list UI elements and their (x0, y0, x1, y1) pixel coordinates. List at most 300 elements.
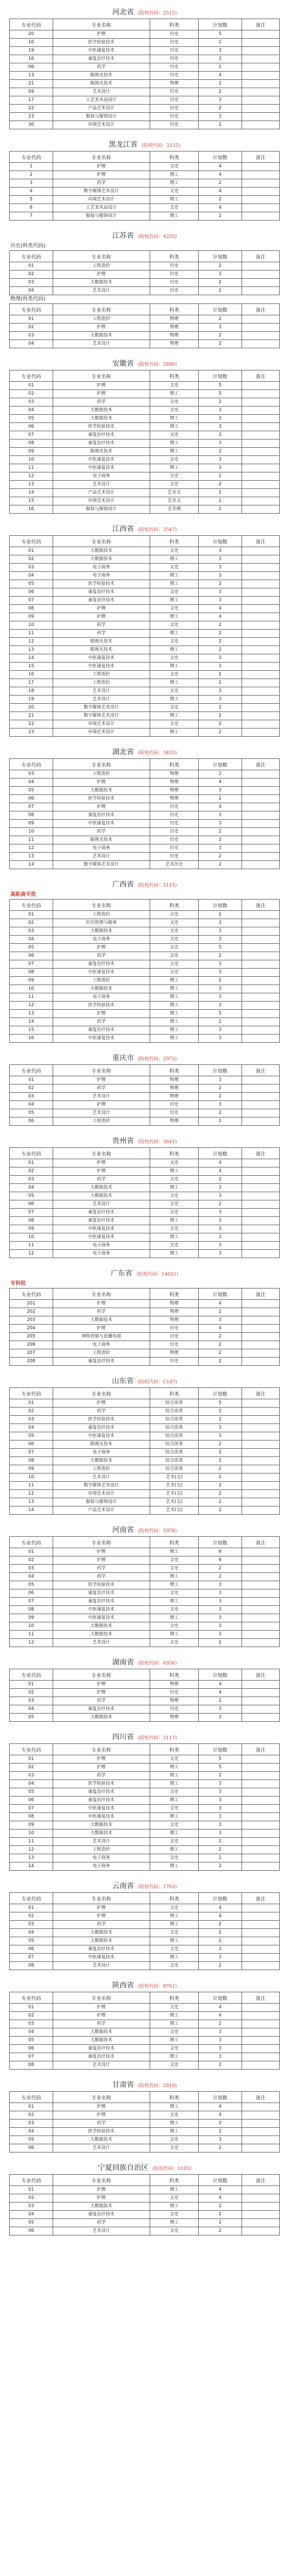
table-cell: 中医康复技术 (53, 654, 150, 663)
table-cell: 护理 (53, 1101, 150, 1109)
table-cell: 3 (199, 47, 242, 55)
table-cell (242, 547, 279, 555)
table-row (10, 1556, 280, 1565)
plan-table (9, 303, 280, 348)
table-cell: 历史 (150, 811, 198, 820)
table-cell: 05 (10, 2136, 53, 2144)
table-cell: 06 (10, 2045, 53, 2053)
table-cell: 康复治疗技术 (53, 1209, 150, 1217)
table-cell: 中医康复技术 (53, 1813, 150, 1821)
table-cell: 环境艺术设计 (53, 196, 150, 204)
table-cell (242, 2202, 279, 2211)
table-cell: 文史 (150, 936, 198, 944)
table-cell: 历史 (150, 1358, 198, 1366)
table-cell: 文史 (150, 1929, 198, 1937)
table-cell: 3 (199, 993, 242, 1002)
table-cell: 16 (10, 671, 53, 679)
table-cell (242, 712, 279, 720)
table-cell: 01 (10, 382, 53, 390)
table-cell: 护理 (53, 605, 150, 613)
province-header (9, 138, 280, 151)
table-cell: 历史 (150, 63, 198, 72)
column-header: 科类 (150, 900, 198, 911)
table-cell (242, 1018, 279, 1026)
table-row (10, 1929, 280, 1937)
table-cell (242, 179, 279, 188)
table-cell: 2 (199, 1772, 242, 1780)
table-cell: 文史 (150, 1854, 198, 1862)
table-cell: 12 (10, 1250, 53, 1258)
table-cell: 05 (10, 2219, 53, 2227)
table-cell: 2 (199, 728, 242, 737)
column-header: 专业代码 (10, 1992, 53, 2004)
table-cell: 理工 (150, 464, 198, 472)
table-cell: 04 (10, 2028, 53, 2037)
table-cell: 13 (10, 853, 53, 861)
table-cell: 2 (199, 1921, 242, 1929)
header-row (10, 1744, 280, 1755)
table-cell: 理工 (150, 1614, 198, 1622)
table-cell: 大数据技术 (53, 406, 150, 415)
table-cell: 艺术(文) (150, 1482, 198, 1490)
table-cell: 01 (10, 1548, 53, 1556)
table-cell (242, 720, 279, 728)
table-cell: 01 (10, 1159, 53, 1167)
table-cell: 大数据技术 (53, 985, 150, 993)
table-cell: 康复治疗技术 (53, 1217, 150, 1225)
table-cell: 综合改革 (150, 1416, 198, 1424)
table-cell: 2 (199, 1018, 242, 1026)
table-cell (242, 464, 279, 472)
table-cell: 05 (10, 1192, 53, 1200)
table-cell: 综合改革 (150, 1408, 198, 1416)
table-cell (242, 2053, 279, 2061)
table-cell: 12 (10, 638, 53, 646)
table-cell: 药学 (53, 2120, 150, 2128)
table-row (10, 1101, 280, 1109)
table-row (10, 1954, 280, 1962)
table-cell: 艺术设计 (53, 340, 150, 348)
table-cell (242, 505, 279, 514)
table-cell: 5 (199, 1399, 242, 1408)
table-cell: 康复治疗技术 (53, 439, 150, 448)
table-cell: 艺术历史 (150, 861, 198, 869)
table-cell (242, 1159, 279, 1167)
header-row (10, 536, 280, 547)
table-cell (242, 1639, 279, 1647)
table-cell: 文史 (150, 2061, 198, 2070)
table-row (10, 919, 280, 927)
table-cell (242, 853, 279, 861)
table-cell: 2 (199, 105, 242, 113)
table-cell (242, 811, 279, 820)
table-row (10, 985, 280, 993)
table-cell (242, 96, 279, 105)
table-cell: 护理 (53, 613, 150, 621)
plan-table (9, 19, 280, 129)
table-row (10, 936, 280, 944)
table-cell (242, 663, 279, 671)
table-cell: 眼视光技术 (53, 1440, 150, 1449)
province-section (9, 1879, 280, 1970)
table-cell: 文史 (150, 398, 198, 406)
table-cell (242, 489, 279, 497)
table-cell: 4 (199, 171, 242, 179)
column-header: 专业名称 (53, 151, 150, 163)
table-cell: 2 (199, 1854, 242, 1862)
table-cell: 物理 (150, 1076, 198, 1084)
table-cell: 08 (10, 1217, 53, 1225)
table-row (10, 2061, 280, 2070)
table-row (10, 72, 280, 80)
table-cell: 护理 (53, 1548, 150, 1556)
table-cell: 文史 (150, 1200, 198, 1209)
table-cell: 2 (199, 2128, 242, 2136)
table-row (10, 340, 280, 348)
table-cell: 03 (10, 279, 53, 287)
table-cell: 药学 (53, 1084, 150, 1093)
table-cell: 物理 (150, 1117, 198, 1126)
column-header: 科类 (150, 1893, 198, 1904)
table-cell: 药学 (53, 1772, 150, 1780)
table-row (10, 1424, 280, 1432)
province-header (9, 1523, 280, 1536)
table-cell: 工艺美术品设计 (53, 96, 150, 105)
table-cell (242, 279, 279, 287)
table-cell: 历史 (150, 853, 198, 861)
table-cell: 文史 (150, 2028, 198, 2037)
table-cell: 大数据技术 (53, 1829, 150, 1838)
table-row (10, 1250, 280, 1258)
table-cell: 艺术设计 (53, 2227, 150, 2235)
table-cell: 2 (199, 497, 242, 505)
table-cell (242, 80, 279, 88)
table-row (10, 580, 280, 588)
table-cell: 中医康复技术 (53, 820, 150, 828)
table-cell: 理工 (150, 423, 198, 431)
table-cell: 大数据技术 (53, 279, 150, 287)
table-cell: 4 (199, 2186, 242, 2194)
column-header: 专业名称 (53, 251, 150, 262)
table-cell: 2 (199, 861, 242, 869)
table-cell: 2 (199, 2144, 242, 2153)
plan-table (9, 1536, 280, 1647)
table-cell: 2 (199, 196, 242, 204)
table-cell: 3 (199, 2053, 242, 2061)
table-cell (242, 315, 279, 324)
table-cell (242, 1622, 279, 1631)
table-cell: 2 (199, 1937, 242, 1945)
table-cell: 环境艺术设计 (53, 121, 150, 129)
table-cell: 16 (10, 505, 53, 514)
column-header: 专业代码 (10, 1537, 53, 1548)
table-cell (242, 2020, 279, 2028)
province-name: 江西省 (112, 525, 134, 533)
table-row (10, 2186, 280, 2194)
column-header: 备注 (242, 2092, 279, 2103)
table-cell: 理工 (150, 1026, 198, 1035)
table-cell (242, 1862, 279, 1871)
section-spacer (0, 1126, 289, 1132)
table-cell (242, 171, 279, 179)
table-cell: 3 (199, 415, 242, 423)
table-row (10, 332, 280, 340)
table-cell: 物理 (150, 1697, 198, 1705)
table-cell: 09 (10, 1225, 53, 1233)
table-cell: 5 (199, 1755, 242, 1764)
table-cell: 护理 (53, 1764, 150, 1772)
table-cell: 工程造价 (53, 679, 150, 687)
table-cell: 2 (199, 1117, 242, 1126)
table-cell: 3 (199, 2045, 242, 2053)
header-row (10, 2175, 280, 2186)
table-cell: 历史 (150, 820, 198, 828)
table-row (10, 1482, 280, 1490)
province-header (9, 229, 280, 242)
table-cell: 中医康复技术 (53, 47, 150, 55)
table-cell (242, 2103, 279, 2111)
table-cell: 13 (10, 72, 53, 80)
province-name: 甘肃省 (112, 2081, 134, 2089)
table-cell: 3 (199, 555, 242, 564)
table-cell: 2 (199, 279, 242, 287)
table-cell: 01 (10, 911, 53, 919)
table-cell: 03 (10, 770, 53, 778)
table-cell: 药学 (53, 1018, 150, 1026)
table-cell: 理工 (150, 1018, 198, 1026)
table-cell (242, 1805, 279, 1813)
table-cell: 02 (10, 919, 53, 927)
table-cell: 4 (10, 188, 53, 196)
table-cell: 电子商务 (53, 1854, 150, 1862)
table-cell: 电子商务 (53, 1341, 150, 1349)
column-header: 备注 (242, 1388, 279, 1399)
table-row (10, 30, 280, 39)
table-cell (242, 836, 279, 844)
table-cell: 理工 (150, 985, 198, 993)
table-cell: 药学 (53, 2020, 150, 2028)
column-header: 计划数 (199, 2092, 242, 2103)
institution-code: (院校代码：3455) (138, 751, 177, 756)
table-cell: 23 (10, 728, 53, 737)
table-cell: 历史 (150, 39, 198, 47)
table-row (10, 489, 280, 497)
section-spacer (0, 1515, 289, 1521)
section-spacer (0, 1043, 289, 1049)
table-cell: 文史 (150, 1176, 198, 1184)
table-cell: 2 (199, 1697, 242, 1705)
table-cell: 3 (199, 597, 242, 605)
column-header: 科类 (150, 1065, 198, 1076)
table-cell (242, 936, 279, 944)
table-cell: 综合改革 (150, 1424, 198, 1432)
institution-code: (院校代码：5115) (138, 883, 177, 888)
table-cell: 文史 (150, 1821, 198, 1829)
header-row (10, 370, 280, 382)
table-row (10, 1813, 280, 1821)
table-cell: 理工 (150, 597, 198, 605)
table-cell (242, 196, 279, 204)
table-cell: 10 (10, 456, 53, 464)
table-cell: 中医康复技术 (53, 1233, 150, 1242)
plan-table (9, 1387, 280, 1515)
table-cell (242, 630, 279, 638)
table-cell: 06 (10, 2144, 53, 2153)
table-cell (242, 1797, 279, 1805)
column-header: 专业名称 (53, 2175, 150, 2186)
table-row (10, 1109, 280, 1117)
table-cell: 05 (10, 1581, 53, 1589)
table-cell: 理工 (150, 1797, 198, 1805)
table-cell: 12 (10, 472, 53, 481)
table-cell: 艺术设计 (53, 88, 150, 96)
table-cell: 药学 (53, 179, 150, 188)
province-section (9, 745, 280, 869)
table-cell: 06 (10, 1945, 53, 1954)
table-row (10, 811, 280, 820)
table-row (10, 1159, 280, 1167)
table-cell: 1 (199, 39, 242, 47)
table-cell: 2 (199, 1408, 242, 1416)
table-cell: 2 (199, 1341, 242, 1349)
table-cell: 16 (10, 1035, 53, 1043)
institution-code: (院校代码：2896) (138, 362, 177, 367)
table-cell: 医学检验技术 (53, 1002, 150, 1010)
table-cell: 3 (199, 936, 242, 944)
table-cell: 理工 (150, 663, 198, 671)
table-cell: 电子商务 (53, 844, 150, 853)
column-header: 专业名称 (53, 19, 150, 30)
table-cell: 中医康复技术 (53, 1606, 150, 1614)
table-cell: 2 (199, 121, 242, 129)
table-cell: 理工 (150, 696, 198, 704)
table-cell: 护理 (53, 171, 150, 179)
table-cell: 艺术设计 (53, 1639, 150, 1647)
table-cell: 物理 (150, 1300, 198, 1308)
table-row (10, 927, 280, 936)
table-cell: 理工 (150, 1862, 198, 1871)
table-cell: 大数据技术 (53, 1184, 150, 1192)
table-cell (242, 1225, 279, 1233)
table-row (10, 497, 280, 505)
table-cell: 2 (199, 2202, 242, 2211)
table-row (10, 1598, 280, 1606)
table-row (10, 390, 280, 398)
table-cell: 理工 (150, 1921, 198, 1929)
table-cell (242, 2211, 279, 2219)
table-cell: 大数据技术 (53, 1316, 150, 1325)
table-cell: 工程造价 (53, 770, 150, 778)
header-row (10, 19, 280, 30)
table-cell: 07 (10, 803, 53, 811)
table-cell: 3 (199, 1026, 242, 1035)
table-cell: 产品艺术设计 (53, 489, 150, 497)
table-cell: 13 (10, 1498, 53, 1506)
table-cell: 08 (10, 1962, 53, 1970)
table-cell (242, 1962, 279, 1970)
table-cell: 历史 (150, 270, 198, 279)
table-row (10, 481, 280, 489)
province-section (9, 1730, 280, 1871)
table-cell: 中医康复技术 (53, 1225, 150, 1233)
table-cell (242, 1506, 279, 1515)
table-cell: 206 (10, 1341, 53, 1349)
table-cell (242, 555, 279, 564)
table-cell: 康复治疗技术 (53, 2053, 150, 2061)
table-cell: 文史 (150, 1159, 198, 1167)
table-cell: 文史 (150, 456, 198, 464)
table-row (10, 113, 280, 121)
table-cell (242, 113, 279, 121)
table-row (10, 464, 280, 472)
table-cell (242, 1109, 279, 1117)
table-row (10, 1325, 280, 1333)
province-section (9, 1655, 280, 1722)
table-cell: 208 (10, 1358, 53, 1366)
table-cell: 2 (199, 1962, 242, 1970)
table-cell: 理工 (150, 179, 198, 188)
table-cell (242, 687, 279, 696)
table-cell: 2 (199, 712, 242, 720)
province-section (9, 5, 280, 129)
institution-code: (院校代码：4255) (138, 234, 177, 240)
table-row (10, 179, 280, 188)
table-cell (242, 588, 279, 597)
table-cell: 01 (10, 2186, 53, 2194)
table-cell: 物理 (150, 80, 198, 88)
table-cell: 中医康复技术 (53, 1805, 150, 1813)
section-spacer (0, 1647, 289, 1653)
table-cell: 药学 (53, 630, 150, 638)
table-cell: 203 (10, 1316, 53, 1325)
province-header (9, 2078, 280, 2091)
table-row (10, 315, 280, 324)
column-header: 计划数 (199, 1992, 242, 2004)
table-cell: 10 (10, 1829, 53, 1838)
table-cell (242, 638, 279, 646)
table-row (10, 911, 280, 919)
table-cell: 理工 (150, 1217, 198, 1225)
table-cell: 药学 (53, 1176, 150, 1184)
table-cell: 物理 (150, 324, 198, 332)
table-cell: 理工 (150, 1829, 198, 1838)
table-cell (242, 679, 279, 687)
table-cell: 3 (199, 1797, 242, 1805)
table-cell: 工艺美术品设计 (53, 204, 150, 212)
table-cell: 5 (199, 1010, 242, 1018)
table-cell: 历史 (150, 121, 198, 129)
table-cell: 06 (10, 63, 53, 72)
column-header: 计划数 (199, 1388, 242, 1399)
table-row (10, 2103, 280, 2111)
table-row (10, 2194, 280, 2202)
table-cell (242, 1921, 279, 1929)
table-row (10, 2020, 280, 2028)
table-row (10, 439, 280, 448)
table-cell: 3 (199, 1002, 242, 1010)
table-row (10, 456, 280, 464)
table-cell: 护理 (53, 778, 150, 787)
plan-table (9, 1064, 280, 1126)
column-header: 科类 (150, 1388, 198, 1399)
table-cell: 03 (10, 927, 53, 936)
table-cell (242, 262, 279, 270)
table-cell: 2 (199, 472, 242, 481)
table-cell: 物理 (150, 332, 198, 340)
table-cell: 4 (199, 1681, 242, 1689)
table-row (10, 960, 280, 969)
table-cell: 文史 (150, 472, 198, 481)
